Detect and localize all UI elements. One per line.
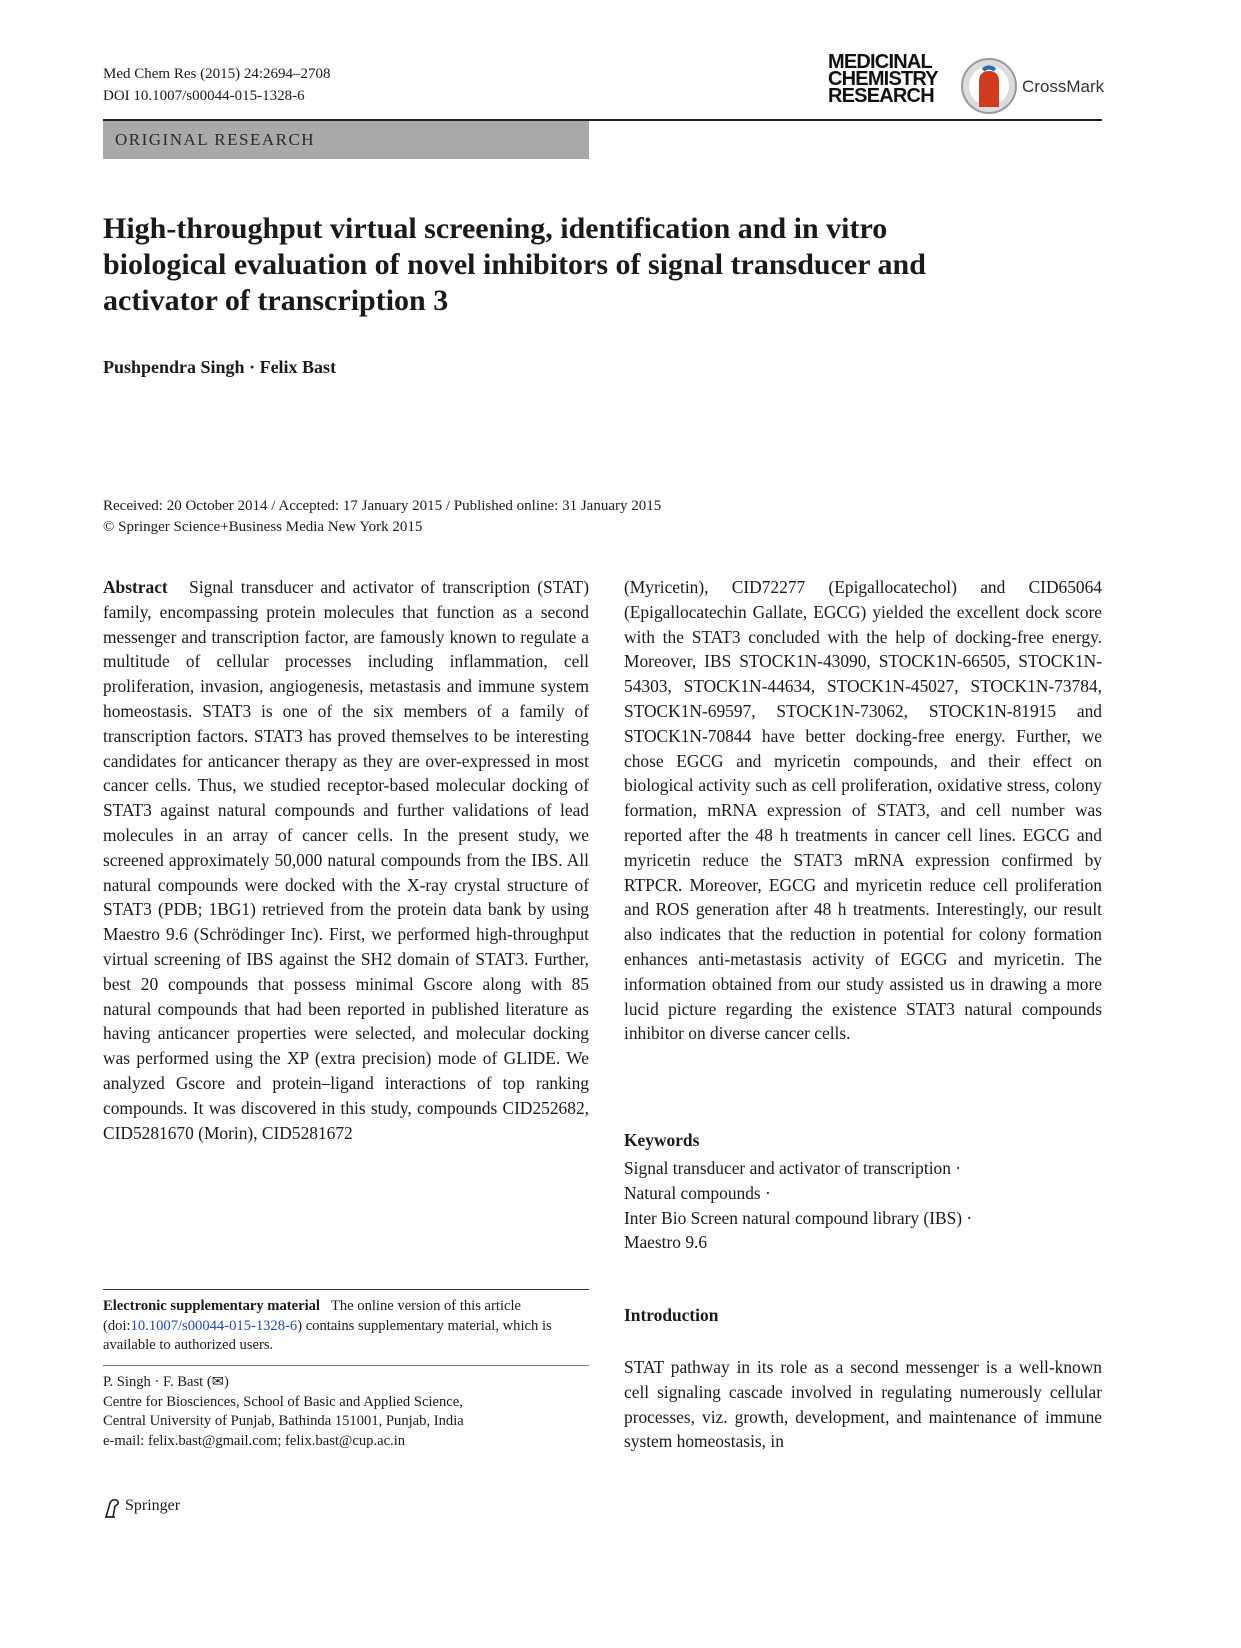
article-dates: Received: 20 October 2014 / Accepted: 17 January 2015 / Published online: 31 January 2015 xyxy=(103,498,662,514)
keyword-item: Maestro 9.6 xyxy=(624,1232,708,1253)
author-affiliation xyxy=(103,1373,589,1451)
esm-note xyxy=(103,1297,575,1356)
introduction-heading: Introduction xyxy=(624,1305,719,1325)
affiliation-line: Central University of Punjab, Bathinda 151001, Punjab, India xyxy=(103,1413,464,1429)
footnote-rule-2 xyxy=(103,1365,589,1366)
keywords-heading: Keywords xyxy=(624,1130,700,1150)
logo-line-1: MEDICINAL xyxy=(828,51,932,73)
article-title: High-throughput virtual screening, identification and in vitro biological evaluation of novel inhibitors of signal transducer and activator of transcription 3 xyxy=(103,212,926,317)
correspondence-line: P. Singh · F. Bast (✉) xyxy=(103,1374,229,1390)
logo-line-3: RESEARCH xyxy=(828,85,934,107)
abstract-right xyxy=(624,575,1102,1046)
logo-line-2: CHEMISTRY xyxy=(828,68,938,90)
keyword-item: Signal transducer and activator of transcription · xyxy=(624,1158,962,1178)
springer-horse-icon xyxy=(103,1498,121,1518)
esm-text-before: The online version of this article (doi: xyxy=(103,1298,522,1334)
introduction-text xyxy=(624,1355,1102,1454)
copyright-line: © Springer Science+Business Media New York 2015 xyxy=(103,519,423,535)
abstract-left xyxy=(103,575,589,1145)
keyword-item: Inter Bio Screen natural compound library (IBS) · xyxy=(624,1207,973,1228)
crossmark-icon xyxy=(960,57,1018,115)
author-list: Pushpendra Singh · Felix Bast xyxy=(103,357,337,377)
doi-line: DOI 10.1007/s00044-015-1328-6 xyxy=(103,88,305,104)
email-line[interactable]: e-mail: felix.bast@gmail.com; felix.bast@cup.ac.in xyxy=(103,1432,406,1449)
journal-logo xyxy=(828,51,946,107)
keywords-list xyxy=(624,1156,1102,1255)
crossmark-badge[interactable] xyxy=(960,57,1105,115)
footnote-rule xyxy=(103,1289,589,1290)
introduction-paragraph: STAT pathway in its role as a second messenger is a well-known cell signaling cascade involved in regulating numerously cellular processes, viz. growth, development, and maintenance of immune system homeostasis, in xyxy=(624,1357,1102,1452)
keyword-item: Natural compounds · xyxy=(624,1182,771,1203)
crossmark-label: CrossMark xyxy=(1022,77,1105,96)
publisher-name: Springer xyxy=(125,1497,181,1514)
abstract-label: Abstract xyxy=(103,577,168,597)
esm-label: Electronic supplementary material xyxy=(103,1298,320,1314)
journal-citation: Med Chem Res (2015) 24:2694–2708 xyxy=(103,66,331,82)
abstract-text-2: (Myricetin), CID72277 (Epigallocatechol) and CID65064 (Epigallocatechin Gallate, EGCG) yielded the excellent dock score with the STAT3 concluded with the help of docking-free energy. Moreover, IBS STOCK1N-43090, STOCK1N-66505, STOCK1N-54303, STOCK1N-44634, STOCK1N-45027, STOCK1N-73784, STOCK1N-69597, STOCK1N-73062, STOCK1N-81915 and STOCK1N-70844 have better docking-free energy. Further, we chose EGCG and myricetin compounds, and their effect on biological activity such as cell proliferation, oxidative stress, colony formation, mRNA expression of STAT3, and cell number was reported after the 48 h treatments in cancer cell lines. EGCG and myricetin reduce the STAT3 mRNA expression confirmed by RTPCR. Moreover, EGCG and myricetin reduce cell proliferation and ROS generation after 48 h treatments. Interestingly, our result also indicates that the reduction in potential for colony formation enhances anti-metastasis activity of EGCG and myricetin. The information obtained from our study assisted us in drawing a more lucid picture regarding the existence STAT3 natural compounds inhibitor on diverse cancer cells. xyxy=(624,577,1102,1044)
doi-link[interactable]: 10.1007/s00044-015-1328-6 xyxy=(130,1317,298,1334)
section-banner: ORIGINAL RESEARCH xyxy=(103,121,589,159)
abstract-text-1: Signal transducer and activator of transcription (STAT) family, encompassing protein molecules that function as a second messenger and transcription factor, are famously known to regulate a multitude of cellular processes including inflammation, cell proliferation, invasion, angiogenesis, metastasis and immune system homeostasis. STAT3 is one of the six members of a family of transcription factors. STAT3 has proved themselves to be interesting candidates for anticancer therapy as they are over-expressed in most cancer cells. Thus, we studied receptor-based molecular docking of STAT3 against natural compounds and further validations of lead molecules in an array of cancer cells. In the present study, we screened approximately 50,000 natural compounds from the IBS. All natural compounds were docked with the X-ray crystal structure of STAT3 (PDB; 1BG1) retrieved from the protein data bank by using Maestro 9.6 (Schrödinger Inc). First, we performed high-throughput virtual screening of IBS against the SH2 domain of STAT3. Further, best 20 compounds that possess minimal Gscore along with 85 natural compounds that had been reported in published literature as having anticancer properties were selected, and molecular docking was performed using the XP (extra precision) mode of GLIDE. We analyzed Gscore and protein–ligand interactions of top ranking compounds. It was discovered in this study, compounds CID252682, CID5281670 (Morin), CID5281672 xyxy=(103,577,589,1143)
esm-text-after: ) contains supplementary material, which is available to authorized users. xyxy=(103,1317,552,1353)
affiliation-line: Centre for Biosciences, School of Basic and Applied Science, xyxy=(103,1393,463,1410)
